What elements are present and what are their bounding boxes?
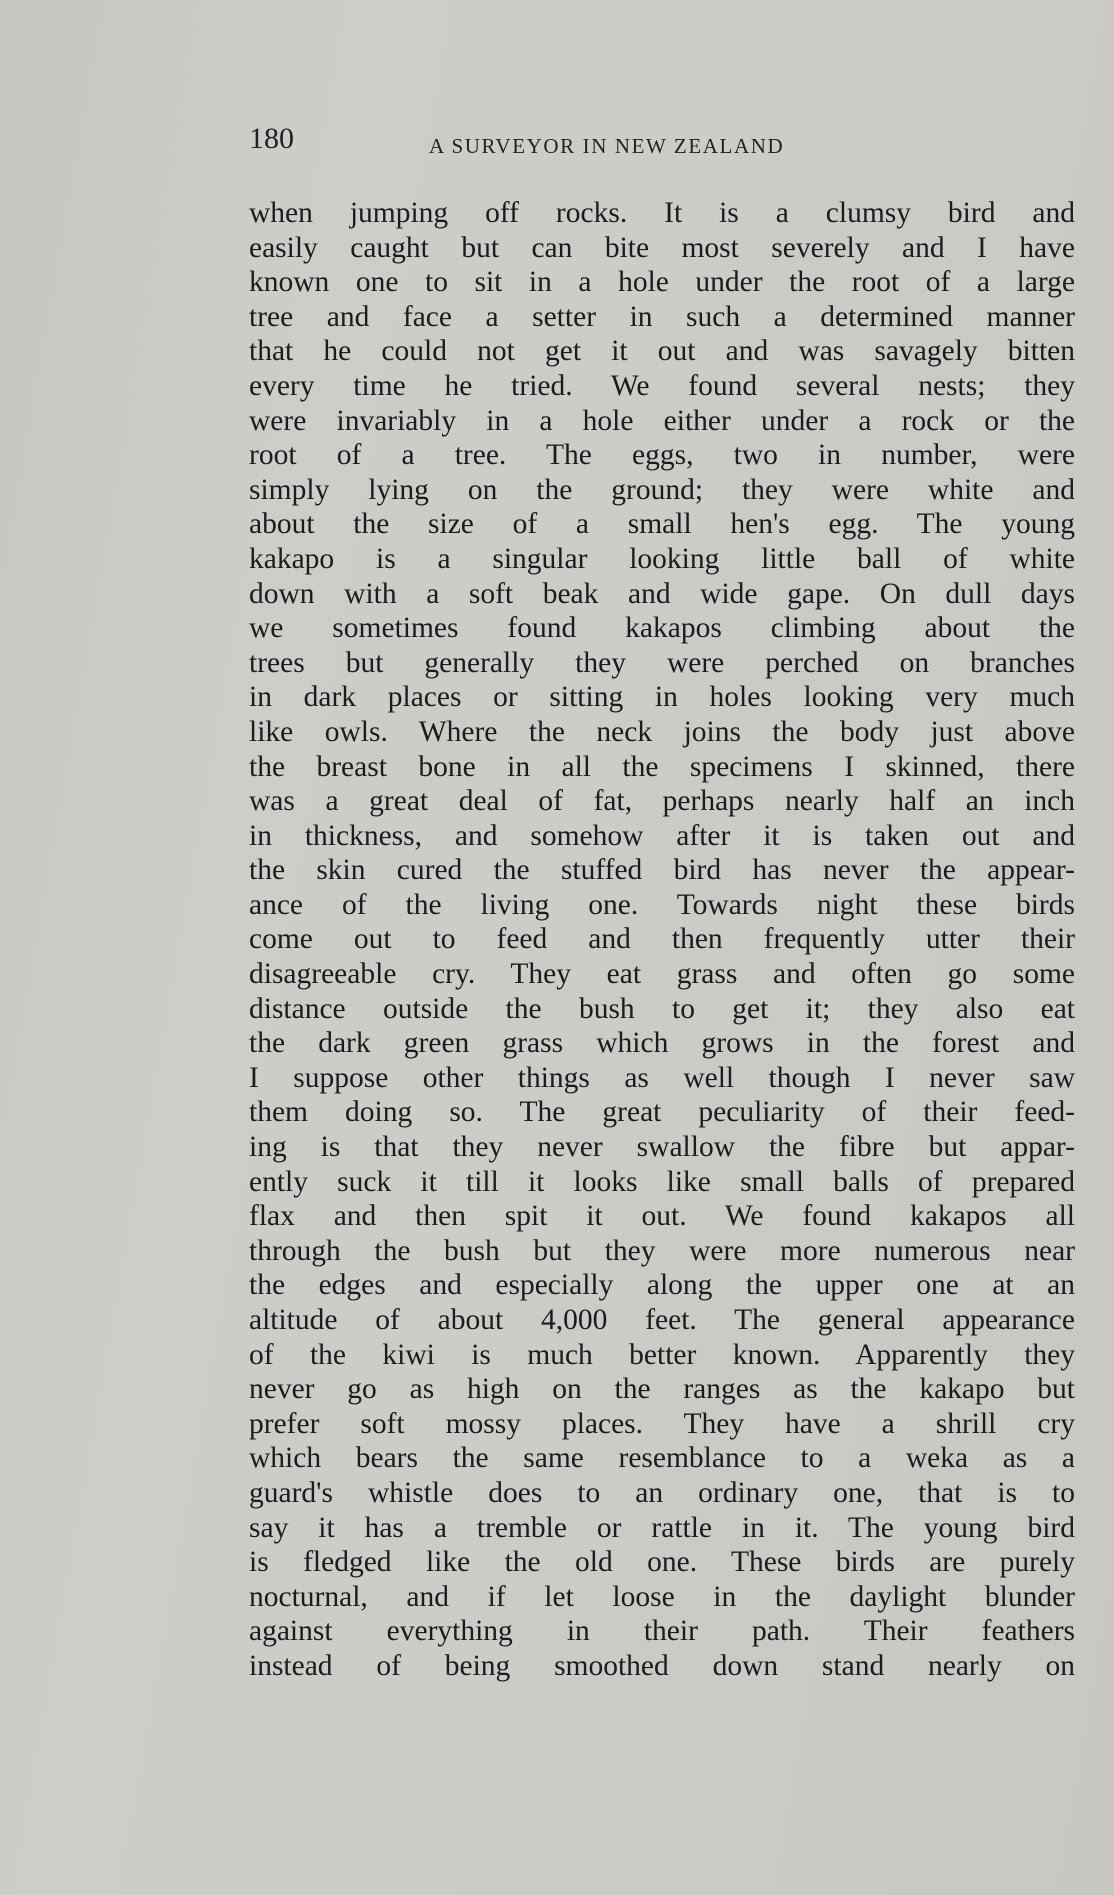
- page-number: 180: [249, 122, 294, 155]
- text-line: that he could not get it out and was savagely bitten: [249, 335, 1075, 368]
- text-line: ently suck it till it looks like small balls of prepared: [249, 1165, 1075, 1198]
- text-line: we sometimes found kakapos climbing about the: [249, 612, 1075, 645]
- text-line: easily caught but can bite most severely and I have: [249, 231, 1075, 264]
- text-line: prefer soft mossy places. They have a shrill cry: [249, 1407, 1075, 1440]
- text-line: I suppose other things as well though I never saw: [249, 1061, 1075, 1094]
- text-line: ance of the living one. Towards night these birds: [249, 888, 1075, 921]
- body-text: [249, 196, 1075, 1684]
- text-line: of the kiwi is much better known. Apparently they: [249, 1338, 1075, 1371]
- text-line: nocturnal, and if let loose in the daylight blunder: [249, 1580, 1075, 1613]
- text-line: known one to sit in a hole under the root of a large: [249, 266, 1075, 299]
- text-line: which bears the same resemblance to a weka as a: [249, 1442, 1075, 1475]
- text-line: come out to feed and then frequently utter their: [249, 923, 1075, 956]
- text-line: like owls. Where the neck joins the body just above: [249, 715, 1075, 748]
- text-line: root of a tree. The eggs, two in number, were: [249, 439, 1075, 472]
- text-line: against everything in their path. Their feathers: [249, 1615, 1075, 1648]
- text-line: flax and then spit it out. We found kakapos all: [249, 1200, 1075, 1233]
- text-line: distance outside the bush to get it; they also eat: [249, 992, 1075, 1025]
- text-line: simply lying on the ground; they were white and: [249, 473, 1075, 506]
- text-line: the skin cured the stuffed bird has never the appear-: [249, 854, 1075, 887]
- text-line: tree and face a setter in such a determined manner: [249, 300, 1075, 333]
- text-line: kakapo is a singular looking little ball of white: [249, 542, 1075, 575]
- text-line: down with a soft beak and wide gape. On dull days: [249, 577, 1075, 610]
- text-line: never go as high on the ranges as the kakapo but: [249, 1373, 1075, 1406]
- text-line: in dark places or sitting in holes looking very much: [249, 681, 1075, 714]
- text-line: the edges and especially along the upper one at an: [249, 1269, 1075, 1302]
- text-line: them doing so. The great peculiarity of their feed-: [249, 1096, 1075, 1129]
- text-line: the dark green grass which grows in the forest and: [249, 1027, 1075, 1060]
- text-line: the breast bone in all the specimens I skinned, there: [249, 750, 1075, 783]
- text-line: through the bush but they were more numerous near: [249, 1234, 1075, 1267]
- text-line: is fledged like the old one. These birds are purely: [249, 1546, 1075, 1579]
- text-line: altitude of about 4,000 feet. The general appearance: [249, 1304, 1075, 1336]
- text-line: instead of being smoothed down stand nearly on: [249, 1649, 1075, 1682]
- text-line: about the size of a small hen's egg. The young: [249, 508, 1075, 541]
- page-header: [249, 122, 1079, 162]
- text-line: guard's whistle does to an ordinary one, that is to: [249, 1476, 1075, 1509]
- text-line: ing is that they never swallow the fibre but appar-: [249, 1131, 1075, 1164]
- text-line: trees but generally they were perched on branches: [249, 646, 1075, 679]
- text-line: every time he tried. We found several nests; they: [249, 369, 1075, 402]
- text-line: disagreeable cry. They eat grass and often go some: [249, 958, 1075, 991]
- text-line: when jumping off rocks. It is a clumsy bird and: [249, 197, 1075, 229]
- text-line: say it has a tremble or rattle in it. The young bird: [249, 1511, 1075, 1544]
- text-line: were invariably in a hole either under a rock or the: [249, 404, 1075, 437]
- text-line: was a great deal of fat, perhaps nearly half an inch: [249, 785, 1075, 818]
- text-line: in thickness, and somehow after it is taken out and: [249, 819, 1075, 852]
- running-head: A SURVEYOR IN NEW ZEALAND: [429, 134, 785, 158]
